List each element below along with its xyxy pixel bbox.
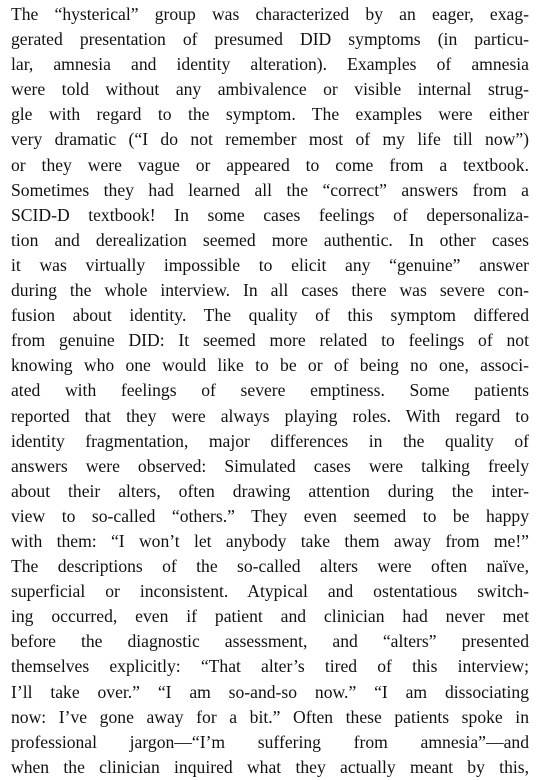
text-line: during the whole interview. In all cases there was severe con- [11, 280, 529, 301]
text-line: superficial or inconsistent. Atypical and ostentatious switch- [11, 581, 529, 602]
body-paragraph [11, 2, 529, 780]
document-page [11, 2, 529, 780]
text-line: were told without any ambivalence or visible internal strug- [11, 79, 529, 100]
text-line: about their alters, often drawing attention during the inter- [11, 480, 529, 501]
text-line: before the diagnostic assessment, and “alters” presented [11, 631, 529, 652]
text-line: reported that they were always playing roles. With regard to [11, 405, 529, 426]
text-line: identity fragmentation, major differences in the quality of [11, 430, 529, 451]
text-line: themselves explicitly: “That alter’s tired of this interview; [11, 656, 529, 677]
text-line: answers were observed: Simulated cases were talking freely [11, 455, 529, 476]
text-line: The “hysterical” group was characterized by an eager, exag- [11, 4, 529, 24]
text-line: view to so-called “others.” They even seemed to be happy [11, 505, 529, 526]
text-line: now: I’ve gone away for a bit.” Often these patients spoke in [11, 706, 529, 727]
text-line: with them: “I won’t let anybody take them away from me!” [11, 530, 529, 551]
text-line: gerated presentation of presumed DID symptoms (in particu- [11, 29, 529, 50]
text-line: very dramatic (“I do not remember most of my life till now”) [11, 129, 529, 150]
text-line: Sometimes they had learned all the “correct” answers from a [11, 179, 529, 200]
text-line: SCID-D textbook! In some cases feelings of depersonaliza- [11, 204, 529, 225]
text-line: fusion about identity. The quality of this symptom differed [11, 305, 529, 326]
text-line: professional jargon—“I’m suffering from amnesia”—and [11, 731, 529, 752]
text-line: ing occurred, even if patient and clinician had never met [11, 606, 529, 627]
text-line: ated with feelings of severe emptiness. Some patients [11, 380, 529, 401]
text-line: knowing who one would like to be or of being no one, associ- [11, 355, 529, 376]
text-line: gle with regard to the symptom. The examples were either [11, 104, 529, 125]
text-line: tion and derealization seemed more authentic. In other cases [11, 229, 529, 250]
text-line: from genuine DID: It seemed more related to feelings of not [11, 330, 529, 351]
text-line: The descriptions of the so-called alters were often naïve, [11, 556, 529, 577]
text-line: when the clinician inquired what they actually meant by this, [11, 756, 529, 777]
text-line: I’ll take over.” “I am so-and-so now.” “I am dissociating [11, 681, 529, 702]
text-line: it was virtually impossible to elicit any “genuine” answer [11, 254, 529, 275]
text-line: lar, amnesia and identity alteration). Examples of amnesia [11, 54, 529, 75]
text-line: or they were vague or appeared to come from a textbook. [11, 154, 529, 175]
